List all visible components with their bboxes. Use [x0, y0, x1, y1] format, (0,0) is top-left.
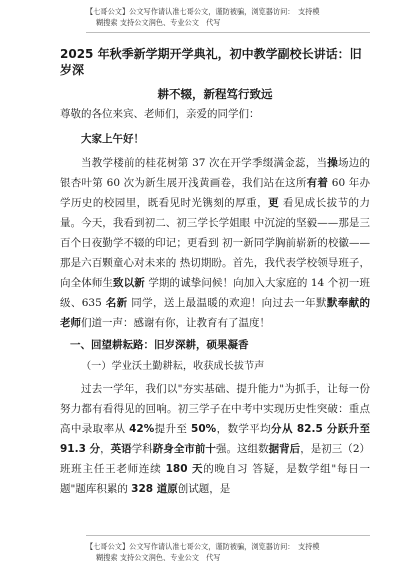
subsection-heading: （一）学业沃土勤耕耘，收获成长拔节声	[81, 361, 265, 372]
para2-text: 强。这组数	[215, 443, 269, 455]
para2-text: 过去一学年，我们以"夯实基础、提升能力"为抓手，让每一份努力都有看得见的回响。初三学子在中考中实现历史性突破：重点高中录取率从	[60, 383, 370, 435]
para1-text: 当教学楼前的桂花树第 37 次在开学季缀满金蕊，当	[81, 157, 328, 169]
para1-text: 看见成长拔节的力量。今天，我看到初二、初三学长学姐眼 中沉淀的坚毅——那是三百个日夜勤学不辍的印记；更看到 初一新同学胸前崭新的校徽——那是六百颗童心对未来的 热切期盼。首先，我代表学校领导班子，向全体师生	[60, 197, 371, 289]
para2-bold: 328 道原	[131, 483, 178, 495]
para2-bold: 据背后	[268, 443, 301, 455]
para1-text: 们道一声：感谢有你，让教育有了温度！	[81, 317, 270, 329]
section-heading: 一、回望耕耘路：旧岁深耕，硕果凝香	[70, 339, 249, 351]
opening-paragraph	[60, 153, 370, 333]
para2-bold: 跻身全市前十	[152, 443, 216, 455]
achievement-paragraph	[60, 379, 370, 499]
page-header	[86, 6, 370, 28]
para1-bold: 操	[327, 157, 338, 169]
para1-bold: 默奉献的老师	[60, 297, 370, 329]
para2-text: 创试题，是	[177, 483, 231, 495]
para2-bold: 42%	[129, 423, 155, 435]
header-line-1: 【七哥公文】公文写作请认准七哥公文，谨防被骗，浏览器访问： 支持模	[86, 7, 320, 16]
para2-text: ，数学平均	[216, 423, 272, 435]
para2-bold: 分从 82.5 分跃升至 91.3 分	[60, 423, 371, 455]
para1-bold: 致以新	[113, 277, 145, 289]
header-line-2: 糊搜索 支持公文润色、专业公文 代写	[96, 18, 221, 27]
document-title: 2025 年秋季新学期开学典礼，初中教学副校长讲话：旧岁深	[60, 47, 362, 77]
para1-bold: 有着	[306, 177, 329, 189]
footer-line-2: 糊搜索 支持公文润色、专业公文 代写	[96, 553, 221, 562]
para1-text: 场边的银杏叶第 60 次为新生展开浅黄画卷，我们站在这所	[60, 157, 370, 189]
para1-bold: 更	[268, 197, 280, 209]
para2-text: 提升至	[154, 423, 192, 435]
para2-bold: 50%	[191, 423, 217, 435]
document-body	[60, 46, 370, 499]
para1-bold: 名新	[101, 297, 128, 309]
para1-text: 同学，送上最温暖的欢迎！向过去一年默	[127, 297, 327, 309]
footer-divider	[86, 535, 370, 536]
page-footer	[86, 541, 370, 563]
para2-text: ，	[100, 443, 111, 455]
para2-text: ，是初三（2）班班主任王老师连续	[60, 443, 371, 475]
para2-bold: 180 天	[165, 463, 204, 475]
para1-text: 60 年办学历史的校园里，既看见时光镌刻的厚重，	[60, 177, 370, 209]
para2-text: 学科	[131, 443, 153, 455]
greeting: 大家上午好！	[81, 133, 144, 145]
para2-bold: 英语	[110, 443, 132, 455]
header-divider	[86, 32, 370, 33]
document-subtitle: 耕不辍，新程笃行致远	[157, 87, 273, 101]
salutation: 尊敬的各位来宾、老师们，亲爱的同学们：	[60, 108, 260, 120]
para2-text: 的晚自习 答疑，是数学组"每日一题"题库积累的	[60, 463, 371, 495]
para1-text: 学期的诚挚问候！向加入大家庭的 14 个初一班级、635	[60, 277, 371, 309]
footer-line-1: 【七哥公文】公文写作请认准七哥公文，谨防被骗，浏览器访问： 支持模	[86, 542, 320, 551]
